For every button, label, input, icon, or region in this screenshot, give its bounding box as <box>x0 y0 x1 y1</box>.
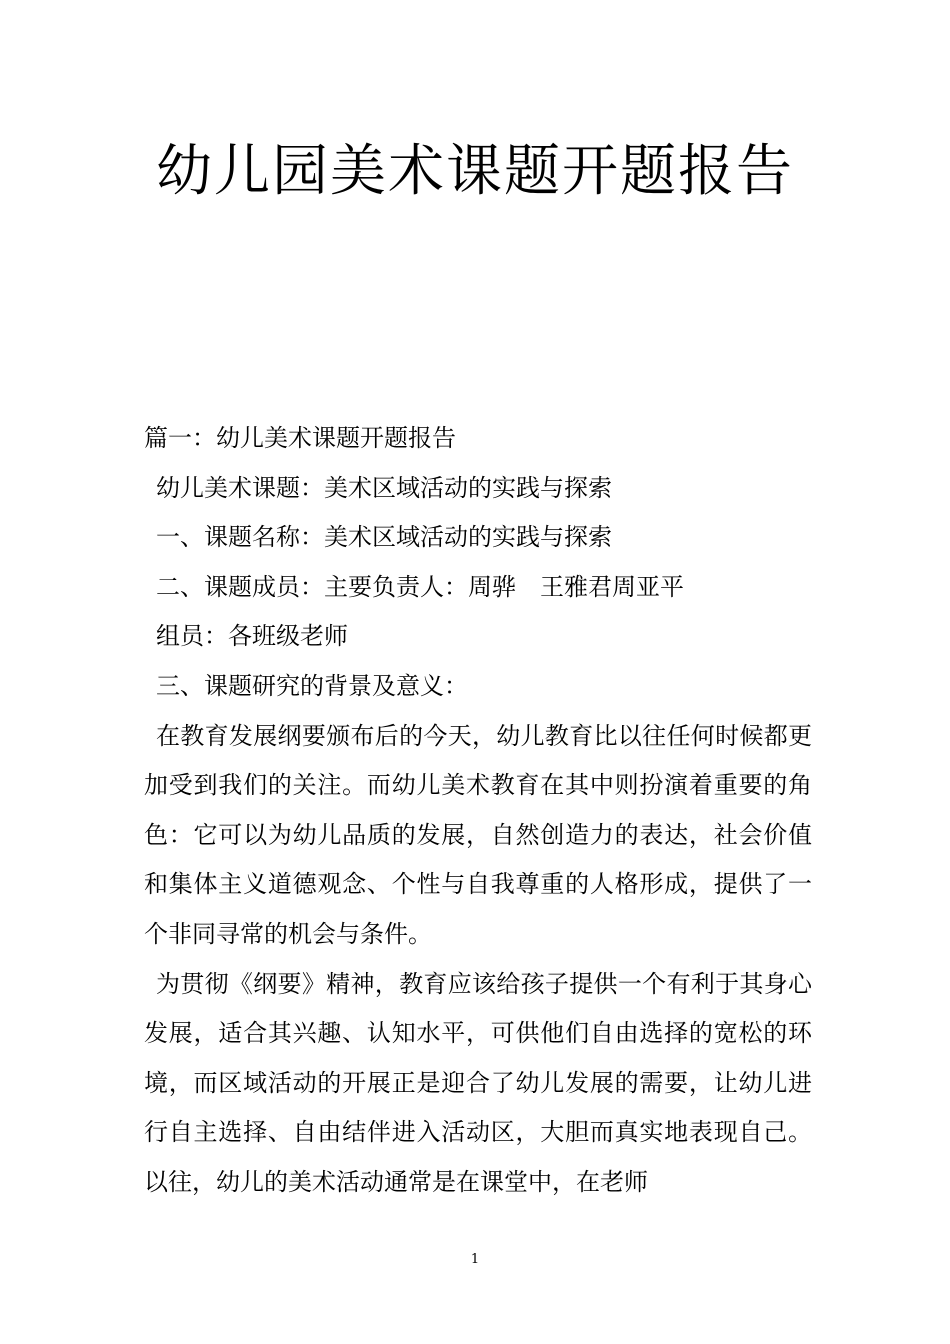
document-body <box>144 414 812 1208</box>
topic-name-line: 一、课题名称：美术区域活动的实践与探索 <box>156 523 612 552</box>
page-number: 1 <box>470 1252 480 1267</box>
body-paragraph: 在教育发展纲要颁布后的今天，幼儿教育比以往任何时候都更加受到我们的关注。而幼儿美术教育在其中则扮演着重要的角色：它可以为幼儿品质的发展，自然创造力的表达，社会价值和集体主义道德观念、个性与自我尊重的人格形成，提供了一个非同寻常的机会与条件。 <box>144 721 812 948</box>
subject-line: 幼儿美术课题：美术区域活动的实践与探索 <box>156 473 612 502</box>
group-members-line: 组员：各班级老师 <box>156 622 348 651</box>
members-line: 二、课题成员：主要负责人：周骅 王雅君周亚平 <box>156 572 684 601</box>
body-paragraph: 为贯彻《纲要》精神，教育应该给孩子提供一个有利于其身心发展，适合其兴趣、认知水平，可供他们自由选择的宽松的环境，而区域活动的开展正是迎合了幼儿发展的需要，让幼儿进行自主选择、自由结伴进入活动区，大胆而真实地表现自己。以往，幼儿的美术活动通常是在课堂中，在老师 <box>144 969 812 1196</box>
document-title: 幼儿园美术课题开题报告 <box>156 139 794 204</box>
background-heading: 三、课题研究的背景及意义： <box>156 671 468 700</box>
section-heading: 篇一：幼儿美术课题开题报告 <box>144 424 456 452</box>
